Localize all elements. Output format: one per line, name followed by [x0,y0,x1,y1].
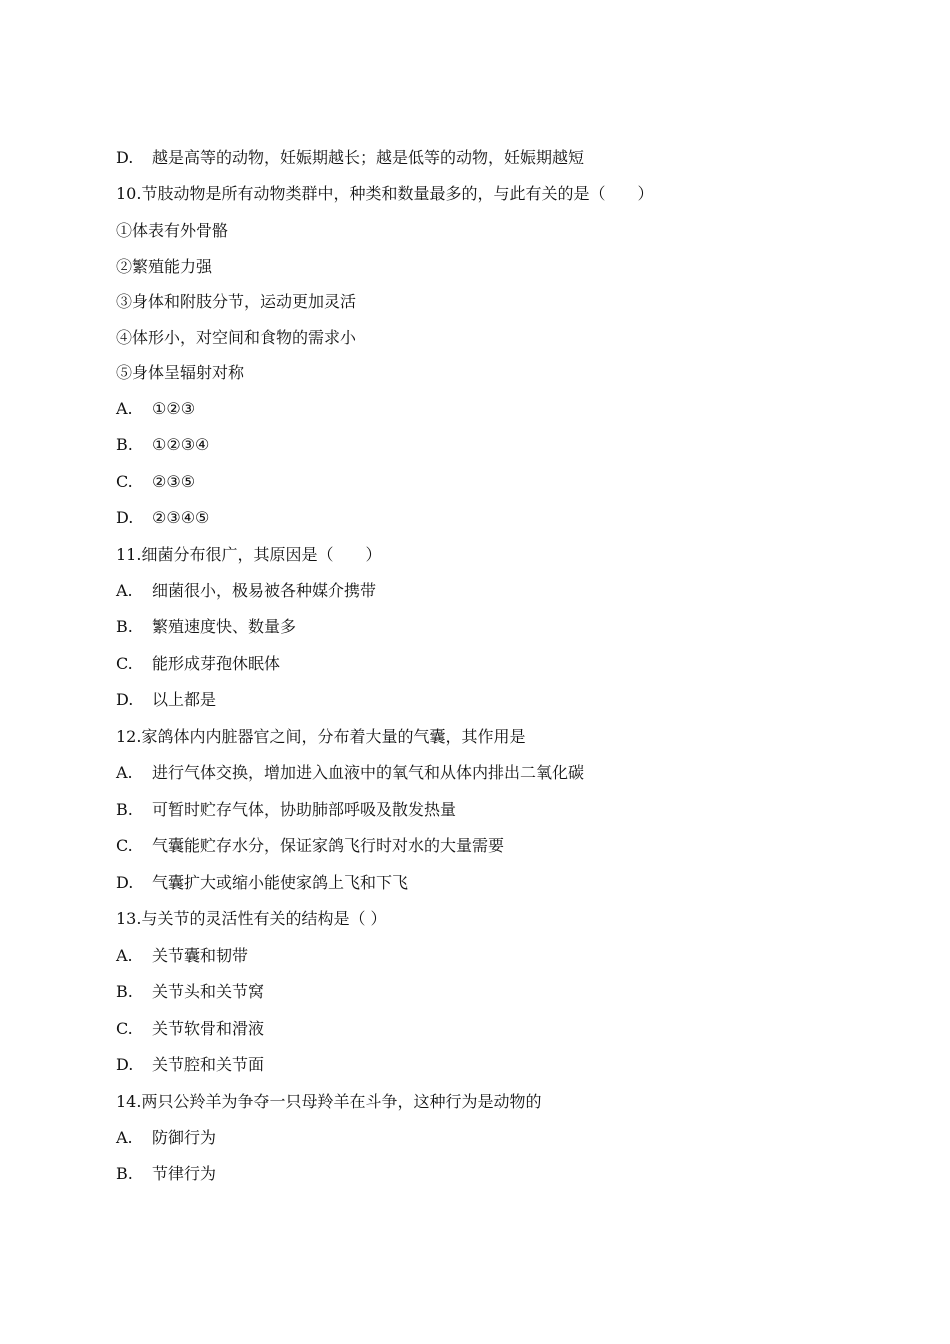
answer-option [116,1055,264,1075]
question-stem: 14.两只公羚羊为争夺一只母羚羊在斗争，这种行为是动物的 [116,1092,542,1111]
question-stem: 13.与关节的灵活性有关的结构是（ ） [116,909,387,928]
answer-option [116,1128,216,1148]
option-text: 关节腔和关节面 [152,1055,265,1074]
option-text: 进行气体交换，增加进入血液中的氧气和从体内排出二氧化碳 [152,763,585,782]
statement-item: ②繁殖能力强 [116,257,213,276]
option-text: 气囊扩大或缩小能使家鸽上飞和下飞 [152,873,409,892]
option-text: 关节囊和韧带 [152,946,249,965]
option-letter: A. [116,1128,133,1147]
option-text: ②③④⑤ [152,508,210,527]
answer-option [116,800,456,820]
answer-option [116,654,280,674]
option-letter: D. [116,690,134,709]
answer-option [116,982,264,1002]
option-letter: C. [116,654,133,673]
option-letter: B. [116,617,133,636]
option-text: 防御行为 [152,1128,217,1147]
question-stem: 11.细菌分布很广，其原因是（ ） [116,545,382,564]
answer-option [116,435,209,455]
statement-item: ③身体和附肢分节，运动更加灵活 [116,292,357,311]
answer-option [116,690,216,710]
option-text: 繁殖速度快、数量多 [152,617,297,636]
option-text: ②③⑤ [152,472,196,491]
answer-option [116,873,408,893]
answer-option [116,148,584,168]
answer-option [116,946,248,966]
answer-option [116,836,504,856]
statement-item: ⑤身体呈辐射对称 [116,363,245,382]
answer-option [116,1164,216,1184]
option-letter: A. [116,581,133,600]
option-text: 关节头和关节窝 [152,982,265,1001]
option-text: 细菌很小，极易被各种媒介携带 [152,581,377,600]
option-text: ①②③ [152,399,196,418]
answer-option [116,472,195,492]
option-text: 节律行为 [152,1164,217,1183]
option-text: ①②③④ [152,435,210,454]
option-letter: B. [116,1164,133,1183]
option-letter: C. [116,1019,133,1038]
option-letter: D. [116,508,134,527]
option-letter: D. [116,1055,134,1074]
option-text: 关节软骨和滑液 [152,1019,265,1038]
option-letter: D. [116,873,134,892]
option-letter: A. [116,946,133,965]
answer-option [116,581,376,601]
answer-option [116,1019,264,1039]
option-text: 可暂时贮存气体，协助肺部呼吸及散发热量 [152,800,457,819]
option-text: 能形成芽孢休眠体 [152,654,281,673]
question-stem: 10.节肢动物是所有动物类群中，种类和数量最多的，与此有关的是（ ） [116,184,654,203]
answer-option [116,508,209,528]
option-text: 气囊能贮存水分，保证家鸽飞行时对水的大量需要 [152,836,505,855]
option-letter: C. [116,472,133,491]
option-text: 以上都是 [152,690,217,709]
option-letter: A. [116,763,133,782]
option-letter: D. [116,148,134,167]
question-stem: 12.家鸽体内内脏器官之间，分布着大量的气囊，其作用是 [116,727,526,746]
option-letter: A. [116,399,133,418]
option-letter: B. [116,982,133,1001]
option-text: 越是高等的动物，妊娠期越长；越是低等的动物，妊娠期越短 [152,148,585,167]
statement-item: ④体形小，对空间和食物的需求小 [116,328,357,347]
answer-option [116,617,296,637]
answer-option [116,399,195,419]
option-letter: C. [116,836,133,855]
option-letter: B. [116,435,133,454]
answer-option [116,763,584,783]
statement-item: ①体表有外骨骼 [116,221,229,240]
option-letter: B. [116,800,133,819]
